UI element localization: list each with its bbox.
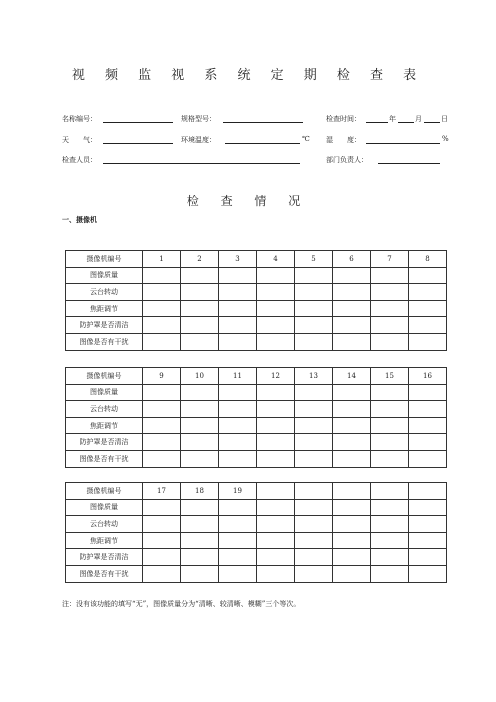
table-cell[interactable] [295,317,333,334]
table-row [66,417,447,434]
table-cell[interactable] [333,401,371,418]
row-label: 云台转动 [66,401,143,418]
row-label: 焦距调节 [66,417,143,434]
camera-number: 1 [143,251,181,268]
table-cell[interactable] [295,549,333,566]
table-cell[interactable] [295,516,333,533]
table-cell[interactable] [181,317,219,334]
table-cell[interactable] [333,434,371,451]
table-cell[interactable] [143,384,181,401]
table-cell[interactable] [181,450,219,467]
table-cell[interactable] [257,317,295,334]
table-cell[interactable] [371,549,409,566]
table-cell[interactable] [409,450,447,467]
table-row [66,499,447,516]
table-cell[interactable] [295,267,333,284]
camera-table-1 [65,250,447,351]
table-cell[interactable] [143,450,181,467]
table-cell[interactable] [371,317,409,334]
humidity-label: 湿 度： [326,136,361,144]
row-label: 图像是否有干扰 [66,565,143,582]
table-cell[interactable] [219,434,257,451]
footnote: 注：没有该功能的填写“无”，图像质量分为“清晰、较清晰、模糊”三个等次。 [62,600,301,608]
camera-table-2 [65,367,447,468]
table-cell[interactable] [409,267,447,284]
table-cell[interactable] [295,565,333,582]
table-cell[interactable] [219,267,257,284]
table-row [66,565,447,582]
table-cell[interactable] [181,532,219,549]
day-field[interactable] [424,122,440,123]
table-cell[interactable] [333,384,371,401]
row-label: 摄像机编号 [66,368,143,385]
table-cell[interactable] [143,499,181,516]
spec-model-field[interactable] [223,122,303,123]
table-cell[interactable] [143,267,181,284]
table-cell[interactable] [409,516,447,533]
table-cell[interactable] [371,450,409,467]
table-row [66,284,447,301]
table-cell[interactable] [257,284,295,301]
table-cell[interactable] [257,499,295,516]
table-cell[interactable] [409,434,447,451]
table-cell[interactable] [295,384,333,401]
table-cell[interactable] [371,565,409,582]
table-cell[interactable] [181,333,219,350]
table-cell[interactable] [143,565,181,582]
row-label: 云台转动 [66,284,143,301]
table-cell[interactable] [143,417,181,434]
inspector-field[interactable] [103,163,300,164]
table-cell[interactable] [143,284,181,301]
table-cell[interactable] [219,401,257,418]
camera-number [333,483,371,500]
table-cell[interactable] [371,284,409,301]
table-row [66,368,447,385]
table-cell[interactable] [333,532,371,549]
table-cell[interactable] [143,549,181,566]
table-cell[interactable] [181,499,219,516]
spec-model-label: 规格型号： [181,115,216,123]
table-cell[interactable] [181,417,219,434]
row-label: 摄像机编号 [66,483,143,500]
table-cell[interactable] [333,516,371,533]
table-row [66,434,447,451]
row-label: 摄像机编号 [66,251,143,268]
row-label: 图像是否有干扰 [66,333,143,350]
table-cell[interactable] [219,417,257,434]
table-cell[interactable] [333,300,371,317]
ambient-temp-label: 环境温度： [181,136,216,144]
table-cell[interactable] [181,549,219,566]
table-row [66,483,447,500]
table-cell[interactable] [371,401,409,418]
table-cell[interactable] [409,300,447,317]
row-label: 焦距调节 [66,532,143,549]
table-cell[interactable] [143,401,181,418]
table-cell[interactable] [371,499,409,516]
table-cell[interactable] [333,317,371,334]
table-row [66,333,447,350]
camera-number: 3 [219,251,257,268]
table-cell[interactable] [333,565,371,582]
table-cell[interactable] [295,300,333,317]
table-cell[interactable] [409,532,447,549]
camera-number: 12 [257,368,295,385]
section-title: 检 查 情 况 [186,194,310,208]
table-row [66,384,447,401]
table-cell[interactable] [333,499,371,516]
table-cell[interactable] [219,284,257,301]
row-label: 图像质量 [66,499,143,516]
table-cell[interactable] [219,333,257,350]
camera-number: 4 [257,251,295,268]
name-number-field[interactable] [103,122,173,123]
camera-number: 9 [143,368,181,385]
table-cell[interactable] [257,417,295,434]
table-row [66,450,447,467]
camera-number: 19 [219,483,257,500]
table-cell[interactable] [295,417,333,434]
table-cell[interactable] [257,549,295,566]
table-cell[interactable] [409,565,447,582]
row-label: 防护罩是否清洁 [66,317,143,334]
table-cell[interactable] [371,532,409,549]
temp-unit: ℃ [302,135,310,143]
check-date-label: 检查时间： [326,115,361,123]
camera-number [409,483,447,500]
table-cell[interactable] [219,300,257,317]
table-cell[interactable] [257,565,295,582]
table-cell[interactable] [257,384,295,401]
table-cell[interactable] [333,417,371,434]
table-cell[interactable] [219,549,257,566]
row-label: 云台转动 [66,516,143,533]
sub-heading-camera: 一、摄像机 [62,215,97,224]
table-cell[interactable] [257,401,295,418]
table-cell[interactable] [333,284,371,301]
table-cell[interactable] [143,516,181,533]
camera-number: 11 [219,368,257,385]
table-cell[interactable] [143,300,181,317]
humidity-unit: % [442,135,449,143]
camera-number: 13 [295,368,333,385]
camera-number: 15 [371,368,409,385]
table-row [66,516,447,533]
table-cell[interactable] [181,384,219,401]
table-cell[interactable] [371,516,409,533]
table-cell[interactable] [181,401,219,418]
table-cell[interactable] [371,434,409,451]
row-label: 图像是否有干扰 [66,450,143,467]
table-cell[interactable] [257,516,295,533]
camera-number: 7 [371,251,409,268]
camera-number: 17 [143,483,181,500]
camera-number: 5 [295,251,333,268]
table-row [66,300,447,317]
table-row [66,401,447,418]
table-row [66,549,447,566]
camera-number: 2 [181,251,219,268]
camera-number [295,483,333,500]
table-cell[interactable] [219,384,257,401]
year-field[interactable] [366,122,388,123]
table-cell[interactable] [371,384,409,401]
table-cell[interactable] [181,284,219,301]
table-row [66,267,447,284]
table-cell[interactable] [181,516,219,533]
table-cell[interactable] [219,532,257,549]
camera-number: 10 [181,368,219,385]
row-label: 图像质量 [66,267,143,284]
name-number-label: 名称编号： [62,115,97,123]
table-cell[interactable] [257,532,295,549]
table-cell[interactable] [295,333,333,350]
dept-head-label: 部门负责人： [326,156,368,164]
table-cell[interactable] [295,499,333,516]
table-cell[interactable] [295,450,333,467]
table-cell[interactable] [409,317,447,334]
table-cell[interactable] [409,384,447,401]
table-cell[interactable] [257,300,295,317]
table-cell[interactable] [333,450,371,467]
table-cell[interactable] [181,434,219,451]
table-cell[interactable] [409,499,447,516]
ambient-temp-field[interactable] [225,143,300,144]
table-cell[interactable] [333,333,371,350]
camera-number: 18 [181,483,219,500]
table-cell[interactable] [409,333,447,350]
table-cell[interactable] [257,450,295,467]
table-cell[interactable] [143,333,181,350]
dept-head-field[interactable] [378,163,440,164]
table-cell[interactable] [143,317,181,334]
table-cell[interactable] [371,267,409,284]
table-cell[interactable] [219,450,257,467]
month-label: 月 [415,115,422,123]
table-cell[interactable] [295,401,333,418]
table-cell[interactable] [409,549,447,566]
table-cell[interactable] [371,300,409,317]
row-label: 防护罩是否清洁 [66,434,143,451]
table-cell[interactable] [143,434,181,451]
table-cell[interactable] [219,565,257,582]
table-cell[interactable] [219,516,257,533]
table-cell[interactable] [181,267,219,284]
table-cell[interactable] [409,401,447,418]
table-cell[interactable] [371,333,409,350]
day-label: 日 [441,115,448,123]
table-cell[interactable] [219,499,257,516]
weather-field[interactable] [103,143,173,144]
camera-table-3 [65,482,447,583]
table-cell[interactable] [181,300,219,317]
month-field[interactable] [398,122,414,123]
humidity-field[interactable] [366,143,440,144]
table-cell[interactable] [257,434,295,451]
year-label: 年 [389,115,396,123]
table-cell[interactable] [257,333,295,350]
page-title: 视 频 监 视 系 统 定 期 检 查 表 [71,68,425,83]
table-cell[interactable] [295,532,333,549]
table-row [66,317,447,334]
table-cell[interactable] [143,532,181,549]
table-row [66,251,447,268]
weather-label: 天 气： [62,136,97,144]
table-cell[interactable] [295,434,333,451]
table-cell[interactable] [333,267,371,284]
table-cell[interactable] [219,317,257,334]
row-label: 图像质量 [66,384,143,401]
camera-number: 16 [409,368,447,385]
table-cell[interactable] [333,549,371,566]
table-row [66,532,447,549]
camera-number [257,483,295,500]
table-cell[interactable] [181,565,219,582]
table-cell[interactable] [409,417,447,434]
table-cell[interactable] [409,284,447,301]
inspector-label: 检查人员： [62,156,97,164]
camera-number [371,483,409,500]
row-label: 焦距调节 [66,300,143,317]
table-cell[interactable] [257,267,295,284]
camera-number: 6 [333,251,371,268]
camera-number: 14 [333,368,371,385]
row-label: 防护罩是否清洁 [66,549,143,566]
table-cell[interactable] [295,284,333,301]
camera-number: 8 [409,251,447,268]
table-cell[interactable] [371,417,409,434]
